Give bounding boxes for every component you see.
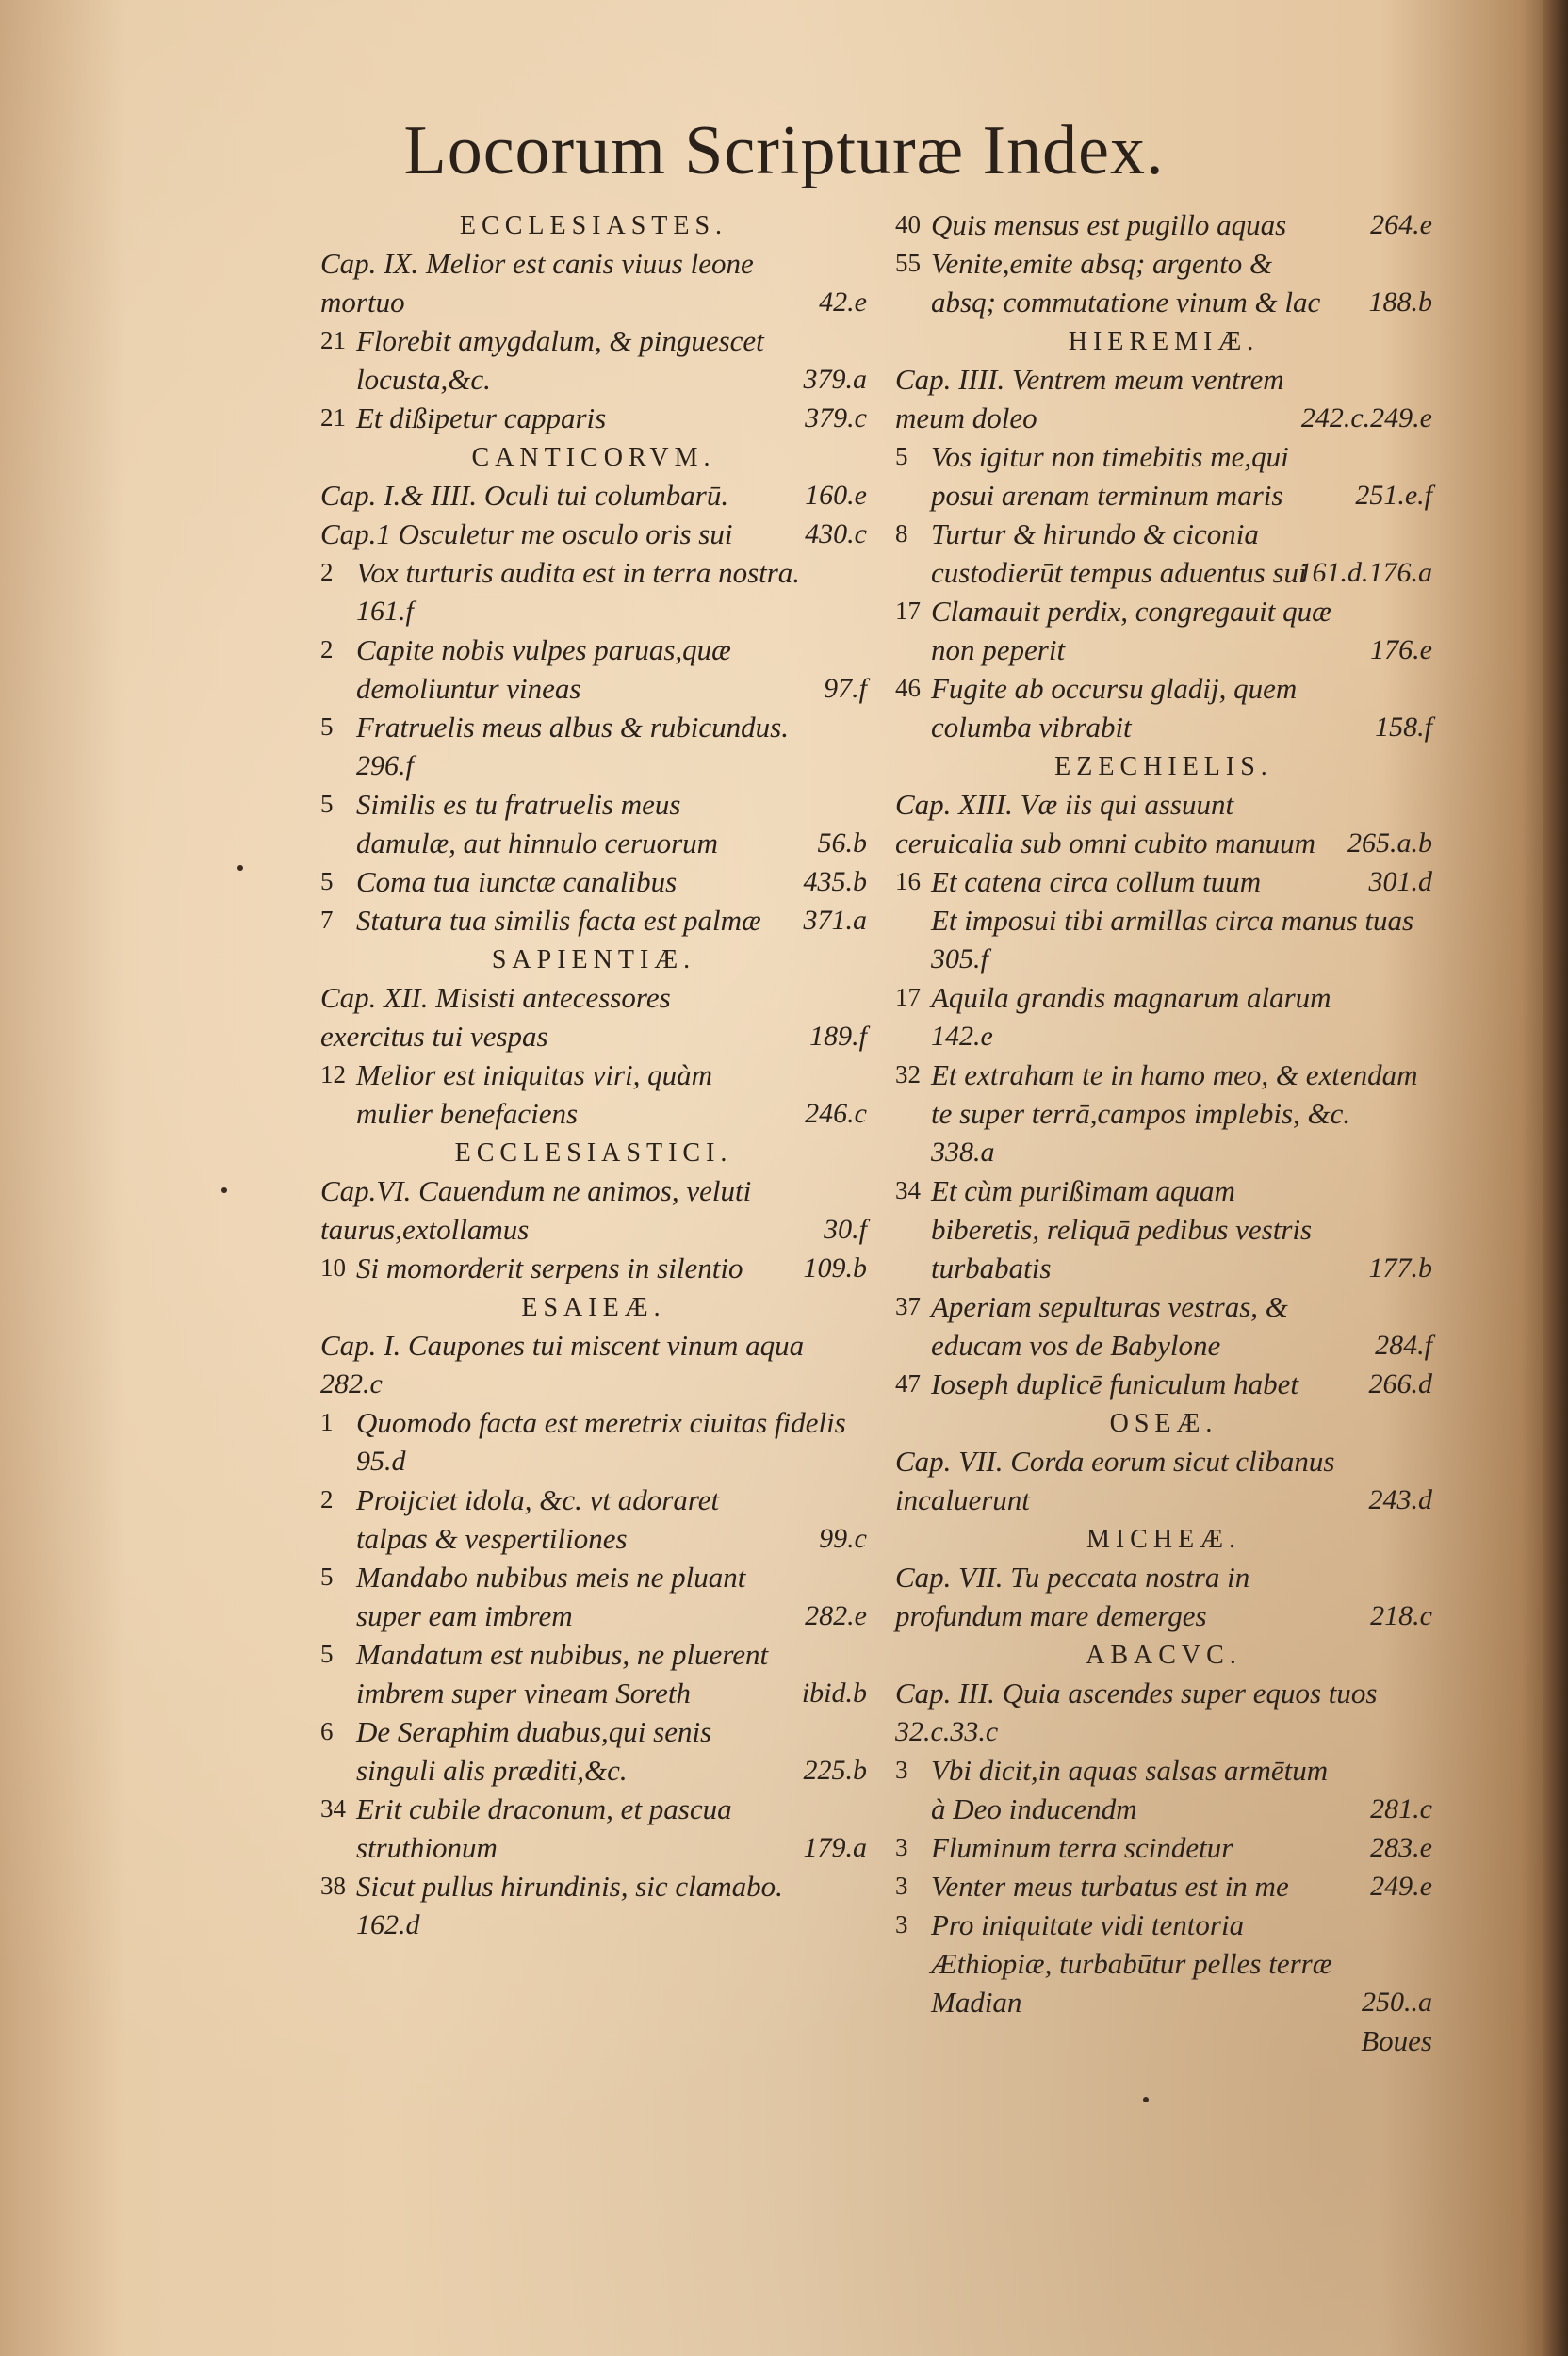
verse-number: 32	[895, 1060, 921, 1088]
entry-text: Et cùm purißimam aquam biberetis, reliquā pedibus vestris turbabatis	[931, 1174, 1313, 1284]
index-entry	[320, 1790, 867, 1867]
index-entry	[895, 901, 1432, 978]
verse-number: 5	[320, 790, 334, 818]
entry-text: Et imposui tibi armillas circa manus tuas	[931, 904, 1414, 937]
index-entry	[320, 785, 867, 862]
catchword: Boues	[1361, 2024, 1432, 2057]
verse-number: 21	[320, 326, 346, 354]
entry-text: Fluminum terra scindetur	[931, 1831, 1233, 1864]
entry-text: Quomodo facta est meretrix ciuitas fidelis	[356, 1406, 846, 1439]
index-entry	[320, 399, 867, 437]
verse-number: 3	[895, 1872, 908, 1900]
entry-reference: 176.e	[1370, 634, 1432, 665]
index-entry	[320, 515, 867, 553]
entry-text: Si momorderit serpens in silentio	[356, 1252, 743, 1284]
index-entry	[895, 862, 1432, 901]
index-entry	[320, 1635, 867, 1712]
section-heading-hieremiae: HIEREMIÆ.	[1068, 327, 1260, 356]
entry-reference: 296.f	[356, 750, 414, 781]
index-entry	[895, 360, 1432, 437]
index-entry	[895, 1365, 1432, 1403]
verse-number: 8	[895, 519, 908, 548]
index-entry	[895, 978, 1432, 1055]
index-entry	[895, 244, 1432, 321]
entry-reference: 97.f	[824, 673, 867, 704]
index-entry	[320, 1326, 867, 1403]
verse-number: 5	[320, 1562, 334, 1591]
entry-reference: 284.f	[1375, 1330, 1432, 1361]
entry-text: Cap.1 Osculetur me osculo oris sui	[320, 517, 733, 550]
entry-reference: ibid.b	[801, 1677, 867, 1709]
entry-text: Pro iniquitate vidi tentoria Æthiopiæ, turbabūtur pelles terræ Madian	[931, 1908, 1332, 2019]
entry-reference: 371.a	[803, 905, 867, 936]
entry-reference: 379.a	[803, 364, 867, 395]
entry-text: Cap. III. Quia ascendes super equos tuos	[895, 1677, 1378, 1710]
index-entry	[895, 1171, 1432, 1287]
section-heading-sapientiae: SAPIENTIÆ.	[491, 945, 696, 974]
entry-text: Mandatum est nubibus, ne pluerent imbrem super vineam Soreth	[356, 1638, 769, 1710]
entry-reference: 179.a	[803, 1832, 867, 1863]
verse-number: 16	[895, 867, 921, 895]
entry-text: Cap. I. Caupones tui miscent vinum aqua	[320, 1329, 805, 1362]
section-heading-esaiae: ESAIEÆ.	[521, 1293, 666, 1322]
entry-reference: 30.f	[824, 1214, 867, 1245]
index-entry	[320, 1867, 867, 1944]
index-entry	[320, 244, 867, 321]
entry-text: Turtur & hirundo & ciconia custodierūt tempus aduentus sui	[931, 517, 1307, 589]
entry-reference: 189.f	[809, 1021, 867, 1052]
entry-reference: 379.c	[805, 402, 867, 434]
entry-text: Aperiam sepulturas vestras, & educam vos de Babylone	[931, 1290, 1288, 1362]
index-entry	[895, 1287, 1432, 1365]
index-entry	[320, 476, 867, 515]
entry-text: Vbi dicit,in aquas salsas armētum à Deo inducendm	[931, 1754, 1329, 1825]
entry-text: Et catena circa collum tuum	[931, 865, 1262, 898]
index-entry	[320, 708, 867, 785]
entry-reference: 188.b	[1368, 286, 1432, 318]
verse-number: 55	[895, 249, 921, 277]
entry-text: Cap. XII. Misisti antecessores exercitus tui vespas	[320, 981, 671, 1053]
index-entry	[320, 1481, 867, 1558]
entry-reference: 160.e	[805, 480, 867, 511]
entry-text: De Seraphim duabus,qui senis singuli alis præditi,&c.	[356, 1715, 712, 1787]
entry-reference: 99.c	[819, 1523, 867, 1554]
entry-text: Statura tua similis facta est palmæ	[356, 904, 761, 937]
verse-number: 7	[320, 906, 334, 934]
entry-text: Cap.VI. Cauendum ne animos, veluti taurus,extollamus	[320, 1174, 752, 1246]
page-title: Locorum Scripturæ Index.	[403, 112, 1165, 189]
entry-reference: 338.a	[931, 1137, 995, 1168]
index-entry	[895, 205, 1432, 244]
entry-text: Sicut pullus hirundinis, sic clamabo.	[356, 1870, 783, 1903]
entry-text: Et extraham te in hamo meo, & extendam te super terrā,campos implebis, &c.	[931, 1058, 1418, 1130]
entry-text: Mandabo nubibus meis ne pluant super eam imbrem	[356, 1561, 746, 1632]
ink-speck	[237, 865, 243, 871]
index-entry	[895, 515, 1432, 592]
index-entry	[320, 630, 867, 708]
index-entry	[320, 553, 867, 630]
verse-number: 46	[895, 674, 921, 702]
entry-reference: 264.e	[1370, 209, 1432, 240]
entry-reference: 265.a.b	[1348, 827, 1432, 859]
entry-text: Cap. XIII. Væ iis qui assuunt ceruicalia sub omni cubito manuum	[895, 788, 1316, 859]
entry-text: Venite,emite absq; argento & absq; commutatione vinum & lac	[931, 247, 1321, 319]
entry-reference: 246.c	[805, 1098, 867, 1129]
verse-number: 2	[320, 635, 334, 663]
index-entry	[895, 437, 1432, 515]
index-entry	[320, 1055, 867, 1133]
index-entry	[895, 669, 1432, 746]
entry-text: Venter meus turbatus est in me	[931, 1870, 1289, 1903]
verse-number: 2	[320, 558, 334, 586]
index-entry	[320, 321, 867, 399]
verse-number: 34	[320, 1794, 346, 1823]
verse-number: 17	[895, 983, 921, 1011]
entry-text: Clamauit perdix, congregauit quæ non peperit	[931, 595, 1331, 666]
entry-reference: 161.d.176.a	[1298, 557, 1432, 588]
section-heading-oseae: OSEÆ.	[1109, 1409, 1218, 1438]
index-entry	[320, 901, 867, 940]
entry-text: Et dißipetur capparis	[356, 401, 607, 434]
entry-reference: 282.e	[805, 1600, 867, 1631]
page-spine-shadow	[1544, 0, 1568, 2356]
verse-number: 5	[895, 442, 908, 470]
index-entry	[320, 978, 867, 1055]
verse-number: 5	[320, 712, 334, 741]
entry-reference: 430.c	[805, 518, 867, 549]
entry-text: Vox turturis audita est in terra nostra.	[356, 556, 801, 589]
index-entry	[895, 1055, 1432, 1171]
index-entry	[895, 592, 1432, 669]
entry-reference: 242.c.249.e	[1300, 402, 1432, 434]
verse-number: 3	[895, 1756, 908, 1784]
verse-number: 40	[895, 210, 921, 238]
index-entry	[320, 1712, 867, 1790]
left-column	[320, 205, 867, 1944]
entry-reference: 42.e	[819, 286, 867, 318]
verse-number: 10	[320, 1253, 346, 1282]
section-heading-ezechielis: EZECHIELIS.	[1054, 752, 1273, 781]
entry-reference: 109.b	[803, 1252, 867, 1284]
ink-speck	[221, 1187, 227, 1193]
index-entry	[895, 1442, 1432, 1519]
verse-number: 3	[895, 1833, 908, 1861]
index-entry	[320, 1249, 867, 1287]
verse-number: 37	[895, 1292, 921, 1320]
entry-reference: 161.f	[356, 596, 414, 627]
entry-text: Similis es tu fratruelis meus damulæ, aut hinnulo ceruorum	[356, 788, 719, 859]
entry-text: Capite nobis vulpes paruas,quæ demoliuntur vineas	[356, 633, 731, 705]
entry-text: Fugite ab occursu gladij, quem columba vibrabit	[931, 672, 1298, 744]
entry-reference: 218.c	[1370, 1600, 1432, 1631]
index-entry	[320, 862, 867, 901]
entry-reference: 158.f	[1375, 712, 1432, 743]
verse-number: 5	[320, 867, 334, 895]
entry-text: Fratruelis meus albus & rubicundus.	[356, 711, 789, 744]
index-entry	[895, 785, 1432, 862]
index-entry	[895, 1558, 1432, 1635]
section-heading-micheae: MICHEÆ.	[1086, 1525, 1242, 1554]
index-entry	[320, 1558, 867, 1635]
entry-reference: 225.b	[803, 1755, 867, 1786]
section-heading-abacuc: ABACVC.	[1086, 1641, 1242, 1670]
entry-reference: 250..a	[1362, 1987, 1432, 2018]
index-entry	[895, 1751, 1432, 1828]
entry-text: Cap. VII. Corda eorum sicut clibanus incaluerunt	[895, 1445, 1335, 1516]
verse-number: 5	[320, 1640, 334, 1668]
entry-text: Florebit amygdalum, & pinguescet locusta,&c.	[356, 324, 764, 396]
verse-number: 21	[320, 403, 346, 432]
entry-reference: 301.d	[1368, 866, 1432, 897]
entry-text: Erit cubile draconum, et pascua struthionum	[356, 1792, 732, 1864]
verse-number: 17	[895, 597, 921, 625]
entry-reference: 281.c	[1370, 1793, 1432, 1824]
entry-reference: 251.e.f	[1355, 480, 1432, 511]
verse-number: 12	[320, 1060, 346, 1088]
right-column	[895, 205, 1432, 2060]
entry-reference: 266.d	[1368, 1368, 1432, 1399]
entry-reference: 435.b	[803, 866, 867, 897]
index-entry	[895, 1674, 1432, 1751]
entry-reference: 283.e	[1370, 1832, 1432, 1863]
index-entry	[320, 1403, 867, 1481]
index-entry	[895, 1867, 1432, 1906]
entry-text: Proijciet idola, &c. vt adoraret talpas & vespertiliones	[356, 1483, 720, 1555]
section-heading-canticorum: CANTICORVM.	[471, 443, 716, 472]
entry-reference: 305.f	[931, 943, 988, 974]
index-entry	[320, 1171, 867, 1249]
entry-reference: 95.d	[356, 1446, 406, 1477]
verse-number: 2	[320, 1485, 334, 1513]
section-heading-ecclesiastici: ECCLESIASTICI.	[454, 1138, 733, 1168]
entry-reference: 162.d	[356, 1909, 420, 1940]
verse-number: 34	[895, 1176, 921, 1204]
ink-speck	[1143, 2097, 1149, 2102]
entry-reference: 142.e	[931, 1021, 993, 1052]
entry-reference: 249.e	[1370, 1871, 1432, 1902]
entry-text: Aquila grandis magnarum alarum	[931, 981, 1331, 1014]
entry-text: Coma tua iunctæ canalibus	[356, 865, 678, 898]
section-heading-ecclesiastes: ECCLESIASTES.	[459, 211, 728, 240]
verse-number: 47	[895, 1369, 921, 1398]
entry-reference: 32.c.33.c	[895, 1716, 999, 1747]
entry-text: Cap. I.& IIII. Oculi tui columbarū.	[320, 479, 729, 512]
verse-number: 3	[895, 1910, 908, 1939]
index-entry	[895, 1828, 1432, 1867]
index-entry	[895, 1906, 1432, 2021]
entry-text: Vos igitur non timebitis me,qui posui arenam terminum maris	[931, 440, 1289, 512]
entry-text: Melior est iniquitas viri, quàm mulier benefaciens	[356, 1058, 713, 1130]
entry-reference: 282.c	[320, 1368, 383, 1399]
entry-text: Ioseph duplicē funiculum habet	[931, 1367, 1298, 1400]
entry-text: Cap. IIII. Ventrem meum ventrem meum doleo	[895, 363, 1284, 434]
entry-reference: 177.b	[1368, 1252, 1432, 1284]
entry-text: Quis mensus est pugillo aquas	[931, 208, 1287, 241]
verse-number: 38	[320, 1872, 346, 1900]
verse-number: 1	[320, 1408, 334, 1436]
verse-number: 6	[320, 1717, 334, 1745]
entry-text: Cap. VII. Tu peccata nostra in profundum mare demerges	[895, 1561, 1250, 1632]
entry-reference: 56.b	[817, 827, 867, 859]
entry-reference: 243.d	[1368, 1484, 1432, 1515]
entry-text: Cap. IX. Melior est canis viuus leone mortuo	[320, 247, 754, 319]
